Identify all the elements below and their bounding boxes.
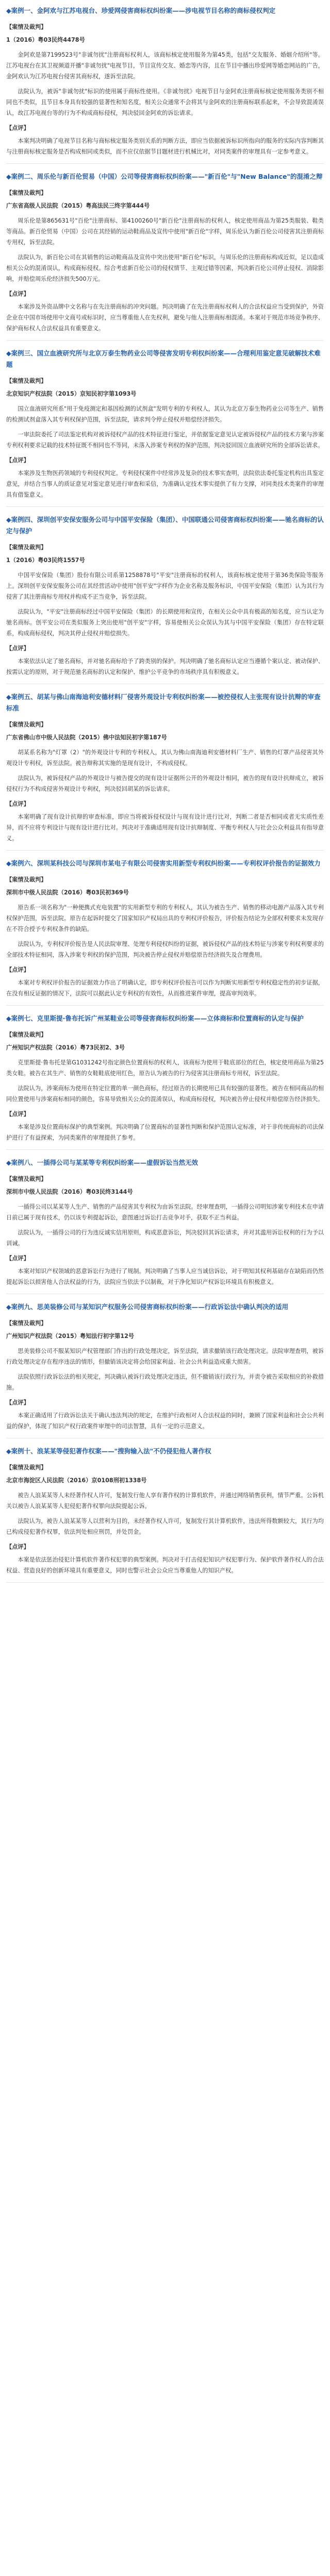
section-divider bbox=[6, 1005, 324, 1006]
case-section bbox=[6, 171, 324, 341]
case-section bbox=[6, 1301, 324, 1438]
case-facts-label: 【案情及裁判】 bbox=[6, 1464, 47, 1471]
case-title: ◆案例三、国立血液研究所与北京万泰生物药业公司等侵害发明专利权纠纷案——合理利用鉴定意见破解技术难题 bbox=[6, 349, 321, 368]
fact-paragraph: 原告系一项名称为"一种便携式充电装置"的实用新型专利的专利权人，其认为被告生产、销售的移动电源产品落入其专利权保护范围，诉至法院。原告在起诉时提交了国家知识产权局出具的专利权评价报告，评价报告结论为全部权利要求未发现存在不符合授予专利权条件的缺陷。 bbox=[6, 904, 324, 933]
fact-paragraph: 法院认为，专利权评价报告是人民法院审理、处理专利侵权纠纷的证据，被诉侵权产品的技术特征与涉案专利权利要求的全部技术特征相同，落入涉案专利权的保护范围，判决被告停止侵权并赔偿原告经济损失及合理费用。 bbox=[6, 941, 324, 958]
case-comments bbox=[6, 656, 324, 677]
comment-paragraph: 本案是涉及位置商标保护的典型案例。判决明确了位置商标的显著性判断和保护范围认定标准，对于非传统商标的司法保护进行了有益探索，为同类案件的审理提供了参考。 bbox=[6, 1124, 324, 1141]
case-facts-label: 【案情及裁判】 bbox=[6, 190, 47, 196]
comment-paragraph: 本案正确适用了行政诉讼法关于确认违法判决的规定，在维护行政相对人合法权益的同时，兼顾了国家利益和社会公共利益的保护，体现了知识产权行政案件审理中的司法智慧，具有一定的示范意义。 bbox=[6, 1412, 324, 1430]
case-facts bbox=[6, 1490, 324, 1537]
case-number: 北京知识产权法院（2015）京知民初字第1093号 bbox=[6, 391, 137, 397]
case-comments bbox=[6, 1266, 324, 1287]
fact-paragraph: 法院认为，涉案商标为使用在特定位置的单一颜色商标，经过原告的长期使用已具有较强的显著性。被告在相同商品的相同位置使用与涉案商标相同的颜色，容易导致相关公众的混淆误认，构成商标侵权，判决被告停止侵权并赔偿原告经济损失。 bbox=[6, 1085, 324, 1103]
case-facts bbox=[6, 1057, 324, 1105]
case-number: 广州知识产权法院（2015）粤知法行初字第12号 bbox=[6, 1333, 135, 1340]
case-section bbox=[6, 1446, 324, 1583]
case-comments bbox=[6, 977, 324, 999]
case-facts-label: 【案情及裁判】 bbox=[6, 1176, 47, 1182]
case-comments bbox=[6, 301, 324, 334]
case-facts bbox=[6, 403, 324, 451]
fact-paragraph: 被告人浪某某等人未经著作权人许可，复制发行他人享有著作权的计算机软件，并通过网络销售获利，情节严重。公诉机关以被告人浪某某等人犯侵犯著作权罪向法院提起公诉。 bbox=[6, 1492, 324, 1510]
case-number: 深圳市中级人民法院（2016）粤03民终3144号 bbox=[6, 1189, 133, 1195]
article-body bbox=[6, 5, 324, 1583]
fact-paragraph: 法院认为，被诉侵权产品的外观设计与被告提交的现有设计证据所公开的外观设计相同，被告的现有设计抗辩成立，被诉侵权行为不构成侵害外观设计专利权，判决驳回胡某的诉讼请求。 bbox=[6, 775, 324, 792]
case-title: ◆案例五、胡某与佛山南海迪利安德材料厂侵害外观设计专利权纠纷案——被控侵权人主张现有设计抗辩的审查标准 bbox=[6, 693, 321, 712]
comment-paragraph: 本案对专利权评价报告的证据效力作出了明确认定，即专利权评价报告可以作为判断实用新型专利权稳定性的初步证据，在没有相反证据的情况下，法院可以据此认定专利权的有效性，从而推进案件审理，提高审判效率。 bbox=[6, 979, 324, 997]
case-comments bbox=[6, 468, 324, 500]
fact-paragraph: 法院认为，新百伦公司在其销售的运动鞋商品及宣传中突出使用"新百伦"标识，与周乐伦的注册商标构成近似，足以造成相关公众的混淆误认，构成商标侵权。综合考虑新百伦公司的侵权情节、主观过错等因素，判决新百伦公司停止侵权、消除影响，并赔偿周乐伦经济损失500万元。 bbox=[6, 254, 324, 282]
case-facts bbox=[6, 902, 324, 960]
comment-label: 【点评】 bbox=[6, 967, 29, 973]
case-number: 深圳市中级人民法院（2016）粤03民初369号 bbox=[6, 889, 129, 896]
comment-paragraph: 本案涉及外资品牌中文名称与在先注册商标的冲突问题。判决明确了在先注册商标权利人的合法权益应当受到保护，外资企业在中国市场使用中文商号或标识时，应当尊重他人在先权利，避免与他人注册商标相混淆。本案对于规范市场竞争秩序、保护商标权人合法权益具有重要意义。 bbox=[6, 303, 324, 332]
case-title: ◆案例二、周乐伦与新百伦贸易（中国）公司等侵害商标权纠纷案——"新百伦"与"New Balance"的混淆之辩 bbox=[6, 173, 323, 180]
case-section bbox=[6, 348, 324, 507]
case-section bbox=[6, 1013, 324, 1150]
case-facts bbox=[6, 215, 324, 284]
comment-paragraph: 本案明确了现有设计抗辩的审查标准，即应当将被诉侵权设计与现有设计进行比对，判断二者是否相同或者无实质性差异，而不应将专利设计与现有设计进行比对。判决对于准确适用现有设计抗辩制度、平衡专利权人与社会公众利益具有指导意义。 bbox=[6, 814, 324, 842]
section-divider bbox=[6, 1582, 324, 1583]
case-number: 广州知识产权法院（2016）粤73民初2、3号 bbox=[6, 1044, 125, 1051]
comment-label: 【点评】 bbox=[6, 457, 29, 464]
case-number: 广东省佛山市中级人民法院（2015）佛中法知民初字第187号 bbox=[6, 734, 167, 741]
case-comments bbox=[6, 135, 324, 157]
case-comments bbox=[6, 1410, 324, 1432]
case-comments bbox=[6, 1554, 324, 1576]
case-facts bbox=[6, 1201, 324, 1249]
fact-paragraph: 法院认为，一插得公司的行为违反诚实信用原则，构成恶意诉讼，判决驳回其诉讼请求，并对其滥用诉讼权利的行为予以训诫。 bbox=[6, 1229, 324, 1247]
fact-paragraph: 法院依照行政诉讼法的相关规定，判决确认被诉行政处理决定违法，但不撤销该行政行为，并责令被告采取相应的补救措施。 bbox=[6, 1374, 324, 1391]
section-divider bbox=[6, 850, 324, 851]
fact-paragraph: 一审法院委托了司法鉴定机构对被诉侵权产品的技术特征进行鉴定，并依据鉴定意见认定被诉侵权产品的技术方案与涉案专利权利要求记载的技术特征既不相同也不等同，未落入涉案专利权的保护范围，判决驳回国立血液研究所的全部诉讼请求。 bbox=[6, 431, 324, 449]
comment-paragraph: 本案对知识产权领域的恶意诉讼行为进行了规制。判决明确了当事人应当诚信诉讼，对于明知其权利基础存在缺陷而仍然提起诉讼以损害他人合法权益的行为，法院应当依法予以制裁，对于净化知识产权诉讼环境具有积极意义。 bbox=[6, 1268, 324, 1285]
section-divider bbox=[6, 163, 324, 164]
fact-paragraph: 国立血液研究所系"用于免疫测定和基因检测的试剂盒"发明专利的专利权人，其认为北京万泰生物药业公司等生产、销售的检测试剂盒落入其专利权保护范围，诉至法院，请求判令停止侵权并赔偿经济损失。 bbox=[6, 405, 324, 423]
comment-paragraph: 本案涉及生物医药领域的专利侵权判定。专利侵权案件中经常涉及复杂的技术事实查明，法院依法委托鉴定机构出具鉴定意见，并结合当事人的质证意见对鉴定意见进行审查和采信，为准确认定技术事实提供了有力支撑，对同类技术类案件的审理具有借鉴意义。 bbox=[6, 470, 324, 498]
section-divider bbox=[6, 340, 324, 341]
case-facts-label: 【案情及裁判】 bbox=[6, 1031, 47, 1038]
case-title: ◆案例一、金阿欢与江苏电视台、珍爱网侵害商标权纠纷案——涉电视节目名称的商标侵权判定 bbox=[6, 7, 276, 14]
case-facts bbox=[6, 1346, 324, 1393]
case-facts-label: 【案情及裁判】 bbox=[6, 721, 47, 728]
comment-label: 【点评】 bbox=[6, 1399, 29, 1406]
comment-label: 【点评】 bbox=[6, 801, 29, 807]
comment-label: 【点评】 bbox=[6, 1544, 29, 1550]
case-comments bbox=[6, 1122, 324, 1143]
comment-paragraph: 本案判决明确了电视节目名称与商标核定服务类别关系的判断方法，即应当依据被诉标识所指向的服务的实际内容判断其与注册商标核定服务是否构成相同或类似，而不应仅依据节目题材进行机械比对，对同类案件的审理具有一定参考意义。 bbox=[6, 138, 324, 155]
case-number: 1（2016）粤03民终1557号 bbox=[6, 557, 85, 564]
case-facts bbox=[6, 747, 324, 794]
case-section bbox=[6, 514, 324, 684]
section-divider bbox=[6, 1149, 324, 1150]
comment-label: 【点评】 bbox=[6, 125, 29, 131]
case-number: 北京市海淀区人民法院（2016）京0108刑初1338号 bbox=[6, 1477, 147, 1484]
case-title: ◆案例四、深圳创平安保安服务公司与中国平安保险（集团）、中国联通公司侵害商标权纠纷案——驰名商标的认定与保护 bbox=[6, 516, 324, 535]
case-comments bbox=[6, 811, 324, 844]
case-facts-label: 【案情及裁判】 bbox=[6, 378, 47, 384]
fact-paragraph: 法院认为，"平安"注册商标经过中国平安保险（集团）的长期使用和宣传，在相关公众中具有极高的知名度，应当认定为驰名商标。创平安公司在类似服务上突出使用"创平安"字样，容易使相关公众误认为其与中国平安保险（集团）存在特定联系，构成商标侵权，判决其停止侵权并赔偿损失。 bbox=[6, 608, 324, 637]
case-title: ◆案例六、深圳某科技公司与深圳市某电子有限公司侵害实用新型专利权纠纷案——专利权评价报告的证据效力 bbox=[6, 859, 321, 867]
comment-label: 【点评】 bbox=[6, 291, 29, 297]
case-section bbox=[6, 1157, 324, 1294]
section-divider bbox=[6, 506, 324, 507]
comment-label: 【点评】 bbox=[6, 1111, 29, 1117]
comment-label: 【点评】 bbox=[6, 1255, 29, 1262]
comment-paragraph: 本案是依法惩治侵犯计算机软件著作权犯罪的典型案例。判决对于打击侵犯知识产权犯罪行为、保护软件著作权人的合法权益、营造良好的创新环境具有重要意义，同时也警示社会公众应当尊重他人的知识产权。 bbox=[6, 1556, 324, 1574]
fact-paragraph: 胡某系名称为"灯罩（2）"的外观设计专利的专利权人，其认为佛山南海迪利安德材料厂生产、销售的灯罩产品侵害其外观设计专利权，诉至法院。被告辩称其实施的是现有设计，不构成侵权。 bbox=[6, 749, 324, 767]
fact-paragraph: 金阿欢是第7199523号"非诚勿扰"注册商标权利人，该商标核定使用服务为第45类，包括"交友服务、婚姻介绍所"等。江苏电视台在其卫视频道开播"非诚勿扰"电视节目，节目宣传交友、婚恋等内容，且在节目中播出珍爱网等婚恋网站的广告，金阿欢认为江苏电视台侵害其商标权，遂诉至法院。 bbox=[6, 52, 324, 80]
case-facts bbox=[6, 570, 324, 639]
case-facts-label: 【案情及裁判】 bbox=[6, 1320, 47, 1327]
fact-paragraph: 一插得公司以某某等人生产、销售的产品侵害其专利权为由诉至法院。经审理查明，一插得公司明知涉案专利技术在申请日前已属于现有技术，仍以该专利提起诉讼，意图通过诉讼打击竞争对手，获取不正当利益。 bbox=[6, 1204, 324, 1221]
case-title: ◆案例七、克里斯提·鲁布托诉广州某鞋业公司等侵害商标权纠纷案——立体商标和位置商标的认定与保护 bbox=[6, 1014, 304, 1022]
case-facts-label: 【案情及裁判】 bbox=[6, 544, 47, 551]
fact-paragraph: 克里斯提·鲁布托是第G1031242号指定颜色位置商标的权利人，该商标为使用于鞋底部位的红色，核定使用商品为第25类女鞋。被告在其生产、销售的女鞋鞋底使用红色，原告认为被告的行为侵害其注册商标专用权，诉至法院。 bbox=[6, 1059, 324, 1077]
case-number: 1（2016）粤03民终4478号 bbox=[6, 37, 85, 43]
fact-paragraph: 法院认为，被告人浪某某等人以营利为目的，未经著作权人许可，复制发行其计算机软件，违法所得数额较大，其行为均已构成侵犯著作权罪，依法判处相应刑罚，并处罚金。 bbox=[6, 1518, 324, 1535]
case-number: 广东省高级人民法院（2015）粤高法民三终字第444号 bbox=[6, 202, 150, 209]
case-facts-label: 【案情及裁判】 bbox=[6, 876, 47, 883]
comment-label: 【点评】 bbox=[6, 645, 29, 652]
fact-paragraph: 周乐伦是第865631号"百伦"注册商标、第4100260号"新百伦"注册商标的权利人，核定使用商品为第25类服装、鞋类等商品。新百伦贸易（中国）公司在其经销的运动鞋商品及宣传中使用"新百伦"字样，周乐伦认为新百伦公司侵害其注册商标专用权，诉至法院。 bbox=[6, 217, 324, 246]
case-section bbox=[6, 691, 324, 851]
fact-paragraph: 中国平安保险（集团）股份有限公司系第1258878号"平安"注册商标的权利人，该商标核定使用于第36类保险等服务上。深圳创平安保安服务公司在其经营活动中使用"创平安"字样作为企业名称及服务标识，中国平安保险（集团）认为其行为侵害了其注册商标专用权并构成不正当竞争，诉至法院。 bbox=[6, 572, 324, 600]
case-title: ◆案例八、一插得公司与某某等专利权纠纷案——虚假诉讼当然无效 bbox=[6, 1159, 199, 1166]
case-facts bbox=[6, 49, 324, 118]
case-section bbox=[6, 5, 324, 164]
comment-paragraph: 本案依法认定了驰名商标，并对驰名商标给予了跨类别的保护。判决明确了驰名商标认定应当遵循个案认定、被动保护、按需认定的原则，对于规范驰名商标的认定和保护、维护公平竞争的市场秩序具有积极意义。 bbox=[6, 658, 324, 675]
case-title: ◆案例十、浪某某等侵犯著作权案——"搜狗输入法"不仍侵犯他人著作权 bbox=[6, 1447, 211, 1455]
fact-paragraph: 思美装修公司不服某知识产权管理部门作出的行政处理决定，诉至法院，请求撤销该行政处理决定。法院审理查明，被诉行政处理决定存在程序违法的情形，但撤销该决定将会给国家利益、社会公共利益造成重大损害。 bbox=[6, 1348, 324, 1365]
case-section bbox=[6, 858, 324, 1006]
fact-paragraph: 法院认为，被诉"非诚勿扰"标识的使用属于商标性使用。《非诚勿扰》电视节目与金阿欢注册商标核定使用服务类别不相同也不类似，且节目本身具有较强的显著性和知名度，相关公众通常不会将其与金阿欢的注册商标联系起来，不会导致混淆误认，故江苏电视台等的行为不构成商标侵权，判决驳回金阿欢的诉讼请求。 bbox=[6, 88, 324, 116]
case-title: ◆案例九、思美装修公司与某知识产权服务公司侵害商标权纠纷案——行政诉讼法中确认判决的适用 bbox=[6, 1303, 289, 1311]
case-facts-label: 【案情及裁判】 bbox=[6, 24, 47, 30]
